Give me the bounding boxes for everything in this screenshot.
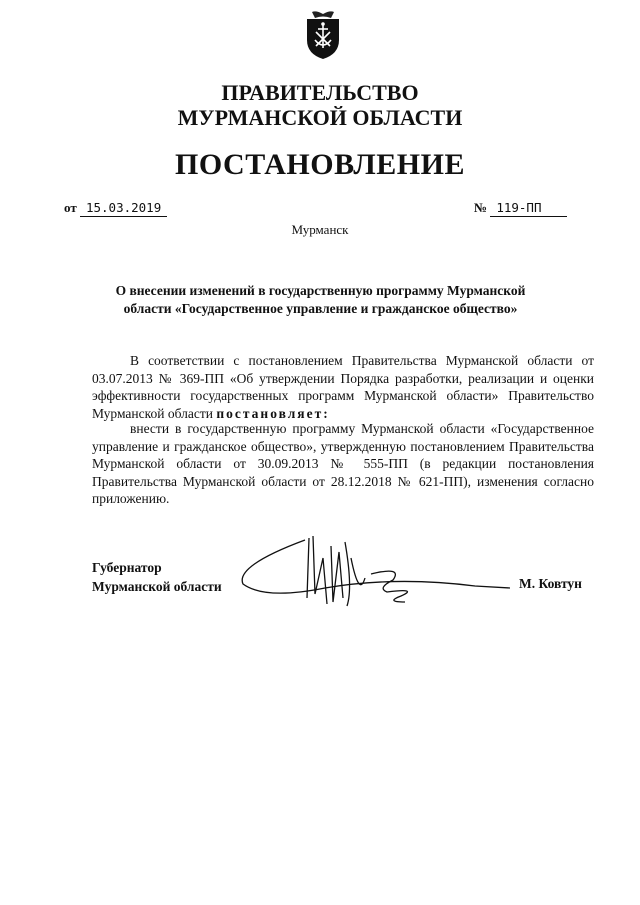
subject-line2: области «Государственное управление и гражданское общество»: [123, 301, 518, 316]
paragraph-resolution: внести в государственную программу Мурманской области «Государственное управление и гражданское общество», утвержденную постановлением Правительства Мурманской области от 30.09.2013 № 555-ПП (в редакции постановления Правительства Мурманской области от 28.12.2018 № 621-ПП), изменения согласно приложению.: [92, 421, 594, 506]
date-label: от: [64, 200, 77, 215]
document-type-title: ПОСТАНОВЛЕНИЕ: [175, 148, 465, 181]
number-value: 119-ПП: [490, 200, 567, 217]
org-name-line2: МУРМАНСКОЙ ОБЛАСТИ: [177, 105, 463, 130]
city-name: Мурманск: [291, 222, 349, 237]
preamble-text: В соответствии с постановлением Правительства Мурманской области от 03.07.2013 № 369-ПП «Об утверждении Порядка разработки, реализации и оценки эффективности государственных программ Мурманской области» Правительство Мурманской области: [92, 353, 594, 421]
position-line2: Мурманской области: [92, 579, 222, 594]
resolves-keyword: постановляет:: [216, 405, 330, 421]
subject-line1: О внесении изменений в государственную программу Мурманской: [115, 283, 526, 298]
signatory-position: [92, 558, 222, 596]
org-name-line1: ПРАВИТЕЛЬСТВО: [221, 80, 419, 105]
position-line1: Губернатор: [92, 560, 162, 575]
number-field: [474, 200, 567, 217]
handwritten-signature: [235, 528, 525, 628]
signatory-name: М. Ковтун: [519, 576, 582, 591]
date-field: [64, 200, 167, 217]
number-label: №: [474, 200, 488, 215]
date-value: 15.03.2019: [80, 200, 167, 217]
coat-of-arms-icon: [303, 10, 343, 60]
document-subject: [98, 282, 543, 318]
paragraph-preamble: [92, 352, 594, 422]
